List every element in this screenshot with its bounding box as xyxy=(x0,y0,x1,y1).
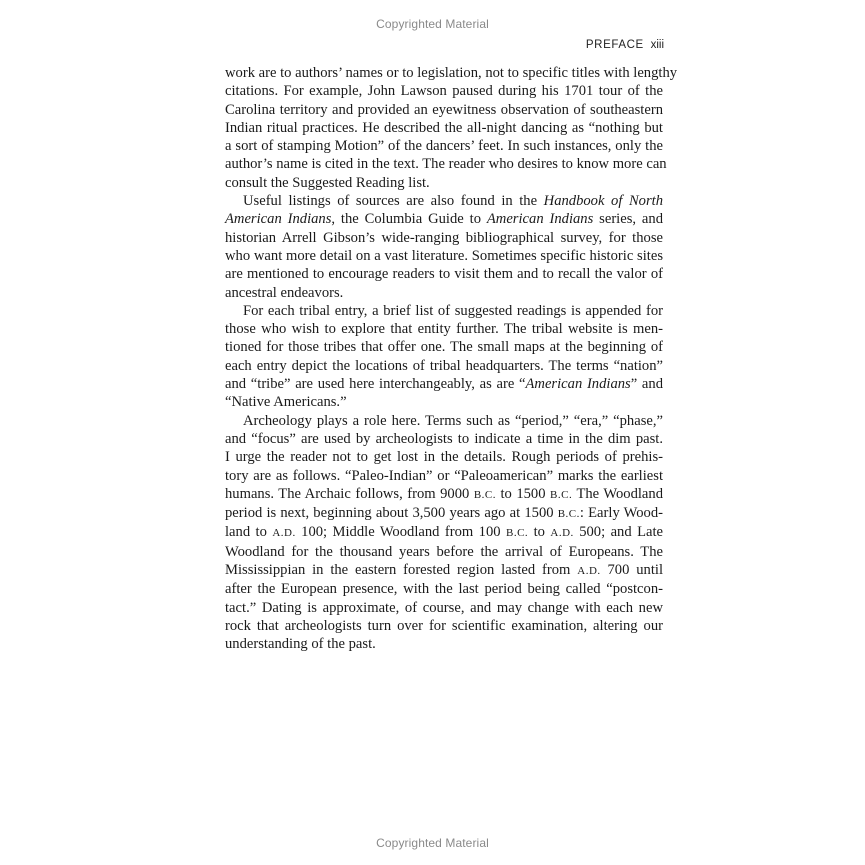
text-line: and “tribe” are used here interchangeably, as are “American Indians” and xyxy=(225,376,663,393)
body-text xyxy=(225,64,678,654)
text-line: work are to authors’ names or to legislation, not to specific titles with lengthy xyxy=(225,65,678,81)
text-line: land to A.D. 100; Middle Woodland from 100 B.C. to A.D. 500; and Late xyxy=(225,524,663,541)
text-line: tioned for those tribes that offer one. The small maps at the beginning of xyxy=(225,339,663,356)
text-line: Mississippian in the eastern forested region lasted from A.D. 700 until xyxy=(225,562,663,579)
text-line: ancestral endeavors. xyxy=(225,284,344,301)
text-line: those who wish to explore that entity further. The tribal website is men- xyxy=(225,321,663,338)
text-line: who want more detail on a vast literature. Sometimes specific historic sites xyxy=(225,247,663,264)
page-number: xiii xyxy=(650,39,664,51)
text-line: after the European presence, with the last period being called “postcon- xyxy=(225,581,663,598)
text-line: period is next, beginning about 3,500 years ago at 1500 B.C.: Early Wood- xyxy=(225,505,663,522)
text-line: historian Arrell Gibson’s wide-ranging bibliographical survey, for those xyxy=(225,229,663,246)
paragraph xyxy=(225,412,663,654)
text-line: consult the Suggested Reading list. xyxy=(225,174,430,191)
text-line: humans. The Archaic follows, from 9000 B.C. to 1500 B.C. The Woodland xyxy=(225,485,663,502)
text-line: a sort of stamping Motion” of the dancers’ feet. In such instances, only the xyxy=(225,138,663,155)
text-line: and “focus” are used by archeologists to indicate a time in the dim past. xyxy=(225,430,663,447)
text-line: For each tribal entry, a brief list of suggested readings is appended for xyxy=(243,302,663,319)
text-line: rock that archeologists turn over for scientific examination, altering our xyxy=(225,617,663,634)
copyright-watermark-top: Copyrighted Material xyxy=(376,17,489,31)
text-line: are mentioned to encourage readers to visit them and to recall the valor of xyxy=(225,266,663,283)
paragraph xyxy=(225,302,663,412)
text-line: American Indians, the Columbia Guide to American Indians series, and xyxy=(225,211,663,228)
text-line: tact.” Dating is approximate, of course, and may change with each new xyxy=(225,599,663,616)
running-head-section: PREFACE xyxy=(585,39,644,51)
copyright-watermark-bottom: Copyrighted Material xyxy=(376,836,489,850)
text-line: Archeology plays a role here. Terms such as “period,” “era,” “phase,” xyxy=(243,412,663,429)
text-line: Woodland for the thousand years before the arrival of Europeans. The xyxy=(225,543,663,560)
text-line: citations. For example, John Lawson paused during his 1701 tour of the xyxy=(225,83,663,100)
text-line: understanding of the past. xyxy=(225,636,376,653)
running-head xyxy=(586,39,664,51)
text-line: Indian ritual practices. He described the all-night dancing as “nothing but xyxy=(225,119,663,136)
text-line: Useful listings of sources are also found in the Handbook of North xyxy=(243,193,663,210)
paragraph xyxy=(225,192,663,302)
text-line: Carolina territory and provided an eyewitness observation of southeastern xyxy=(225,101,663,118)
text-line: I urge the reader not to get lost in the details. Rough periods of prehis- xyxy=(225,449,663,466)
text-line: each entry depict the locations of tribal headquarters. The terms “nation” xyxy=(225,357,663,374)
text-line: author’s name is cited in the text. The reader who desires to know more can xyxy=(225,156,667,173)
text-line: tory are as follows. “Paleo-Indian” or “Paleoamerican” marks the earliest xyxy=(225,467,663,484)
paragraph xyxy=(225,64,678,192)
text-line: “Native Americans.” xyxy=(225,394,347,411)
